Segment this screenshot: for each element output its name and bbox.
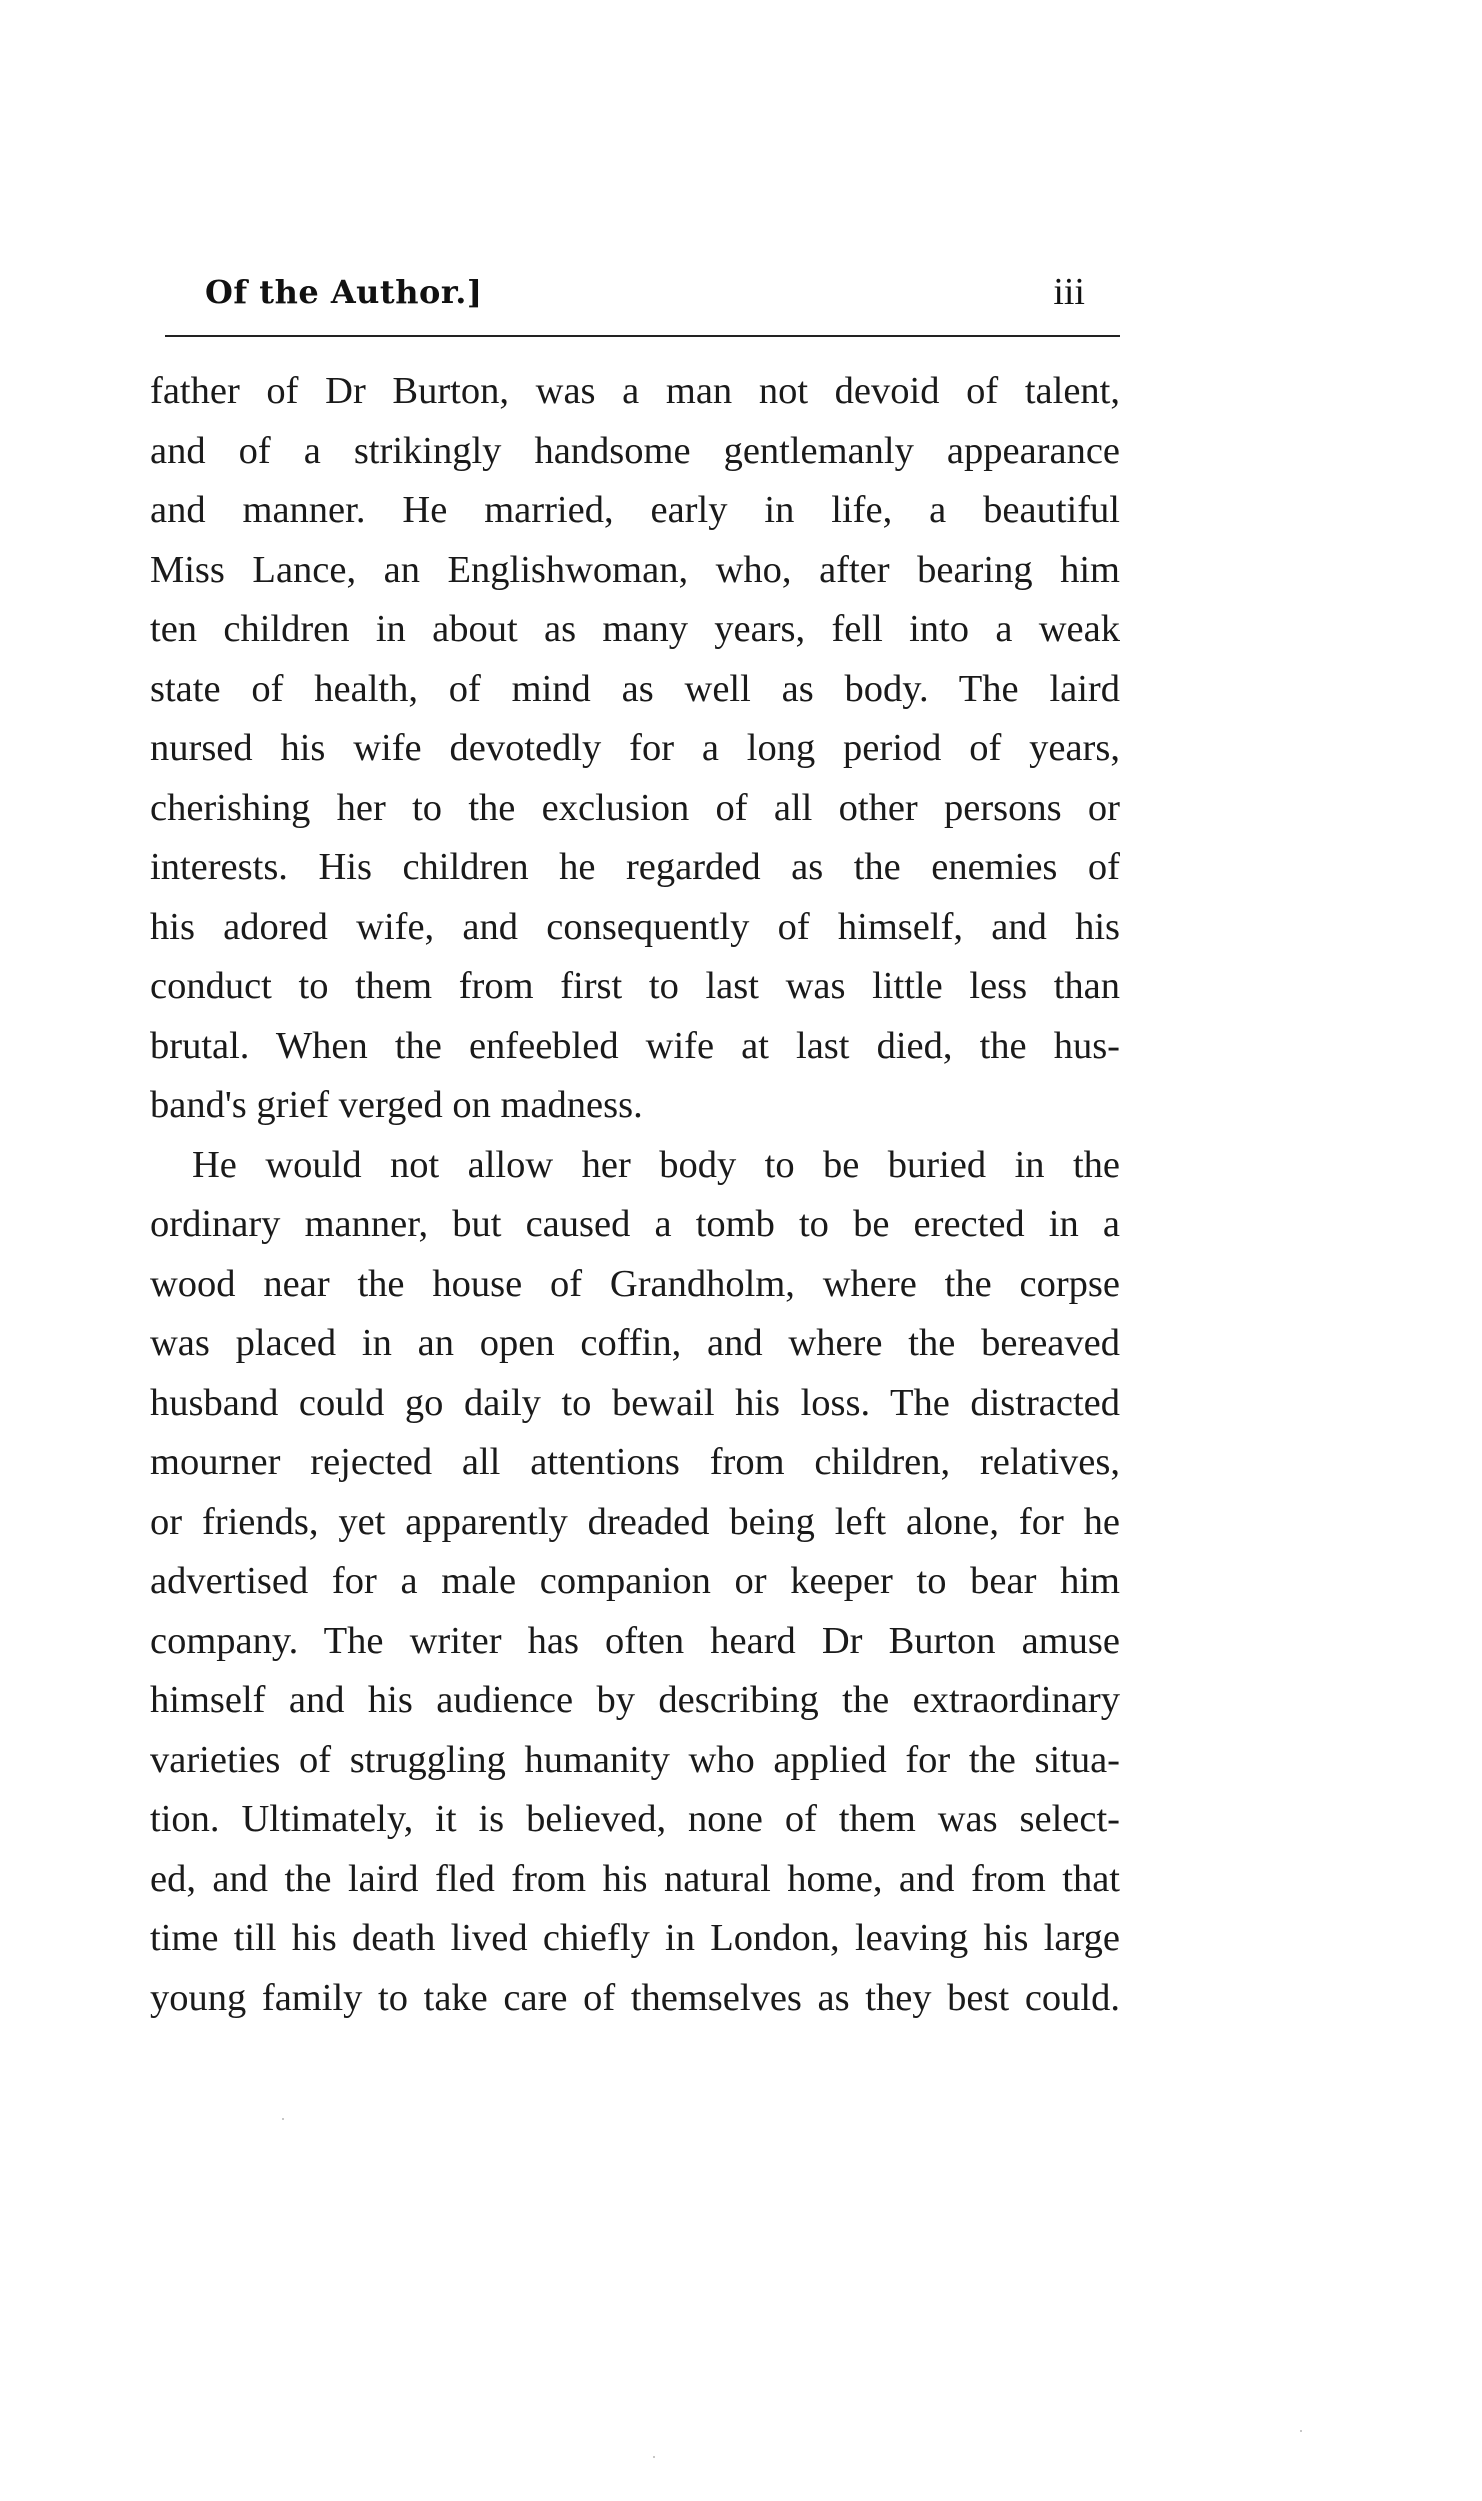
text-line: mourner rejected all attentions from children, relatives, — [150, 1441, 1120, 1483]
paragraph-2 — [150, 1136, 1120, 2029]
text-line: brutal. When the enfeebled wife at last died, the hus- — [150, 1024, 1120, 1067]
text-line: cherishing her to the exclusion of all other persons or — [150, 786, 1120, 829]
text-line: ten children in about as many years, fell into a weak — [150, 608, 1120, 650]
text-line: ordinary manner, but caused a tomb to be erected in a — [150, 1203, 1120, 1245]
text-line: advertised for a male companion or keeper to bear him — [150, 1560, 1120, 1602]
text-line: tion. Ultimately, it is believed, none of them was select- — [150, 1798, 1120, 1840]
header-rule — [165, 335, 1120, 337]
text-line: time till his death lived chiefly in London, leaving his large — [150, 1917, 1120, 1959]
text-line: or friends, yet apparently dreaded being left alone, for he — [150, 1500, 1120, 1543]
text-line: himself and his audience by describing the extraordinary — [150, 1679, 1120, 1721]
text-line: and of a strikingly handsome gentlemanly appearance — [150, 429, 1120, 472]
text-line: husband could go daily to bewail his loss. The distracted — [150, 1381, 1120, 1424]
body-text — [150, 362, 1120, 2028]
text-line: and manner. He married, early in life, a beautiful — [150, 489, 1120, 531]
text-line: state of health, of mind as well as body. The laird — [150, 667, 1120, 710]
running-head — [165, 262, 1115, 322]
text-line: Miss Lance, an Englishwoman, who, after bearing him — [150, 548, 1120, 591]
running-title: Of the Author.] — [205, 273, 483, 311]
text-line: ed, and the laird fled from his natural home, and from that — [150, 1857, 1120, 1900]
text-line: band's grief verged on madness. — [150, 1084, 643, 1126]
text-line: company. The writer has often heard Dr Burton amuse — [150, 1619, 1120, 1662]
paragraph-1 — [150, 362, 1120, 1136]
text-line: was placed in an open coffin, and where the bereaved — [150, 1322, 1120, 1364]
text-line: nursed his wife devotedly for a long period of years, — [150, 727, 1120, 769]
text-line: He would not allow her body to be buried in the — [192, 1143, 1120, 1186]
text-line: his adored wife, and consequently of himself, and his — [150, 905, 1120, 948]
page-number: iii — [1053, 271, 1085, 313]
paper-speck — [653, 2456, 655, 2458]
paper-speck — [1300, 2430, 1302, 2432]
text-line: interests. His children he regarded as the enemies of — [150, 846, 1120, 888]
paper-speck — [282, 2118, 284, 2120]
text-line: conduct to them from first to last was little less than — [150, 965, 1120, 1007]
text-line: father of Dr Burton, was a man not devoid of talent, — [150, 370, 1120, 412]
text-line: varieties of struggling humanity who applied for the situa- — [150, 1738, 1120, 1781]
text-line: wood near the house of Grandholm, where the corpse — [150, 1262, 1120, 1305]
text-line: young family to take care of themselves as they best could. — [150, 1976, 1120, 2019]
